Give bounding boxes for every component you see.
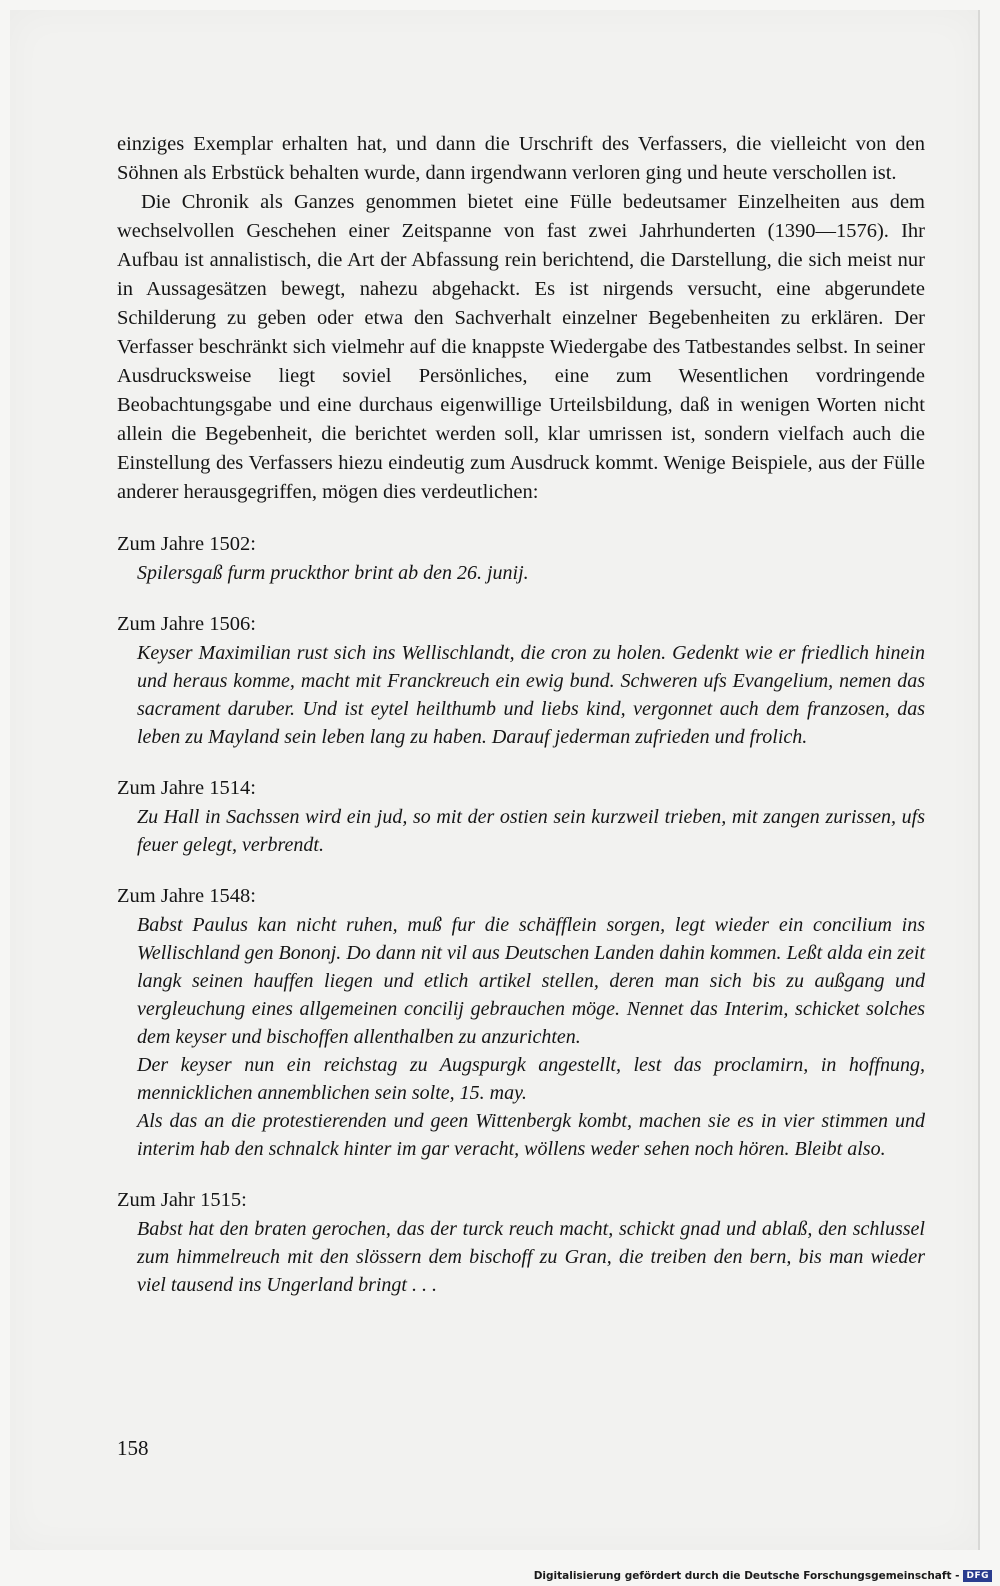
entry-quote: Babst Paulus kan nicht ruhen, muß fur die schäfflein sorgen, legt wieder ein concilium ins Wellischland gen Bononj. Do dann nit vil aus Deutschen Landen dahin kommen. Leßt alda ein zeit langk seinen hauffen liegen und etlich artikel stellen, deren man sich bis zu außgang und vergleuchung eines allgemeinen concilij gebrauchen möge. Nennet das Interim, schicket solches dem keyser und bischoffen allenthalben zu anzurichten. [137,914,925,1048]
entry-quote: Keyser Maximilian rust sich ins Wellischlandt, die cron zu holen. Gedenkt wie er friedlich hinein und heraus komme, macht mit Franckreuch ein ewig bund. Schweren ufs Evangelium, nemen das sacrament daruber. Und ist eytel heilthumb und liebs kind, vergonnet auch dem franzosen, das leben zu Mayland sein leben lang zu haben. Darauf jederman zufrieden und frolich. [137,642,925,748]
entry-1515 [117,1186,925,1299]
entry-1514 [117,774,925,859]
dfg-logo: DFG [963,1570,992,1582]
entry-year: Zum Jahre 1548: [117,885,256,907]
entry-1502 [117,530,925,587]
page-body [117,130,925,1299]
digitization-footer [534,1570,992,1582]
paragraph-continuation: einziges Exemplar erhalten hat, und dann die Urschrift des Verfassers, die vielleicht von den Söhnen als Erbstück behalten wurde, dann irgendwann verloren ging und heute verschollen ist. [117,133,925,184]
entry-year: Zum Jahr 1515: [117,1189,247,1211]
footer-text: Digitalisierung gefördert durch die Deutsche Forschungsgemeinschaft - [533,1570,960,1582]
entry-quote: Zu Hall in Sachssen wird ein jud, so mit der ostien sein kurzweil trieben, mit zangen zurissen, ufs feuer gelegt, verbrendt. [137,806,925,856]
entry-quote: Der keyser nun ein reichstag zu Augspurgk angestellt, lest das proclamirn, in hoffnung, mennicklichen annemblichen sein solte, 15. may. [137,1054,925,1104]
entry-quote: Babst hat den braten gerochen, das der turck reuch macht, schickt gnad und ablaß, den schlussel zum himmelreuch mit den slössern dem bischoff zu Gran, die treiben den bern, bis man wieder viel tausend ins Ungerland bringt . . . [137,1218,925,1296]
entry-year: Zum Jahre 1502: [117,533,256,555]
paragraph-chronik: Die Chronik als Ganzes genommen bietet eine Fülle bedeutsamer Einzelheiten aus dem wechselvollen Geschehen einer Zeitspanne von fast zwei Jahrhunderten (1390—1576). Ihr Aufbau ist annalistisch, die Art der Abfassung rein berichtend, die Darstellung, die sich meist nur in Aussagesätzen bewegt, nahezu abgehackt. Es ist nirgends versucht, eine abgerundete Schilderung zu geben oder etwa den Sachverhalt einzelner Begebenheiten zu erklären. Der Verfasser beschränkt sich vielmehr auf die knappste Wiedergabe des Tatbestandes selbst. In seiner Ausdrucksweise liegt soviel Persönliches, eine zum Wesentlichen vordringende Beobachtungsgabe und eine durchaus eigenwillige Urteilsbildung, daß in wenigen Worten nicht allein die Begebenheit, die berichtet werden soll, klar umrissen ist, sondern vielfach auch die Einstellung des Verfassers hiezu eindeutig zum Ausdruck kommt. Wenige Beispiele, aus der Fülle anderer herausgegriffen, mögen dies verdeutlichen: [117,191,925,503]
entry-quote: Spilersgaß furm pruckthor brint ab den 26. junij. [137,562,529,584]
entry-1506 [117,610,925,751]
entry-year: Zum Jahre 1506: [117,613,256,635]
entry-1548 [117,882,925,1163]
entry-quote: Als das an die protestierenden und geen Wittenbergk kombt, machen sie es in vier stimmen und interim hab den schnalck hinter im gar veracht, wöllens weder sehen noch hören. Bleibt also. [137,1110,925,1160]
page-number: 158 [117,1436,149,1460]
entry-year: Zum Jahre 1514: [117,777,256,799]
